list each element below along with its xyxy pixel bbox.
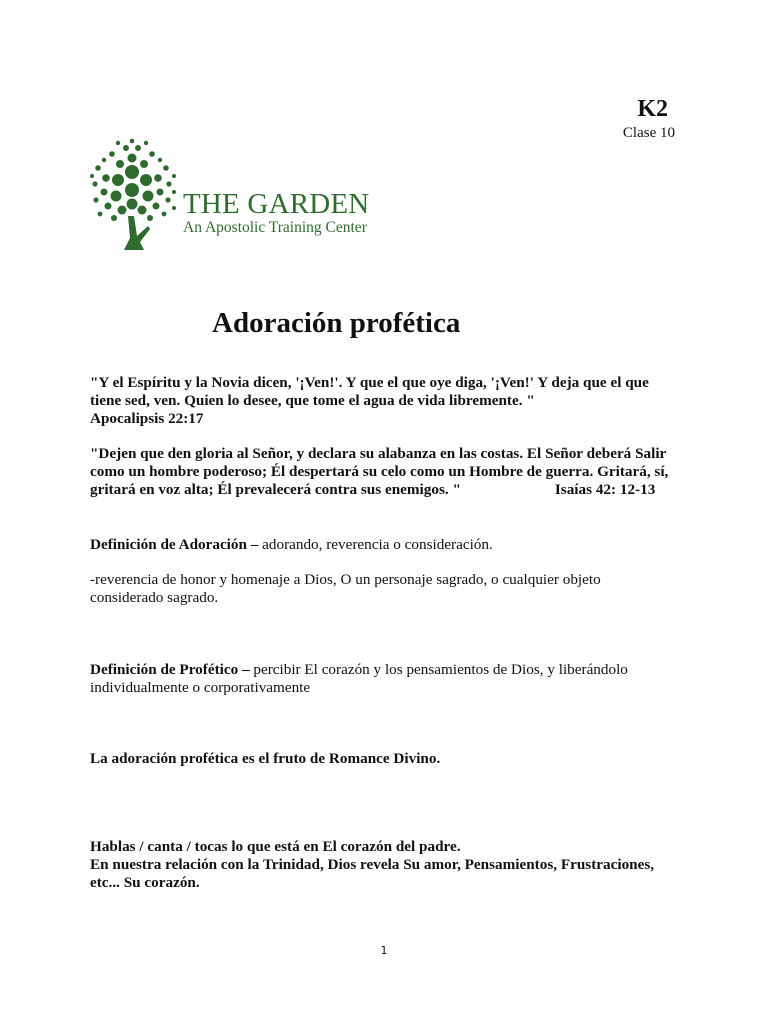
quote-reference: Apocalipsis 22:17 [90, 410, 204, 427]
definition-text: adorando, reverencia o consideración. [258, 536, 493, 553]
closing-line: En nuestra relación con la Trinidad, Dios revela Su amor, Pensamientos, Frustraciones, [90, 856, 655, 873]
quote-line: "Dejen que den gloria al Señor, y declara su alabanza en las costas. El Señor deberá Salir [90, 445, 667, 462]
definition-detail-line: -reverencia de honor y homenaje a Dios, O un personaje sagrado, o cualquier objeto [90, 571, 601, 588]
quote-line: tiene sed, ven. Quien lo desee, que tome el agua de vida libremente. " [90, 392, 535, 409]
definition-term: Definición de Adoración – [90, 536, 259, 553]
definition-worship [90, 536, 680, 554]
definition-term: Definición de Profético – [90, 661, 250, 678]
closing-paragraph [90, 838, 680, 892]
definition-worship-detail [90, 571, 680, 607]
tree-icon [90, 138, 186, 254]
definition-prophetic [90, 661, 680, 697]
page-number: 1 [380, 944, 388, 957]
closing-line: etc... Su corazón. [90, 874, 200, 891]
statement: La adoración profética es el fruto de Romance Divino. [90, 750, 441, 767]
logo-title: THE GARDEN [183, 188, 370, 220]
course-code: K2 [637, 96, 668, 122]
quote-isaias [90, 445, 680, 499]
definition-detail-line: considerado sagrado. [90, 589, 219, 606]
page-title: Adoración profética [212, 307, 461, 339]
quote-reference: Isaías 42: 12-13 [554, 481, 656, 498]
quote-line: "Y el Espíritu y la Novia dicen, '¡Ven!'. Y que el que oye diga, '¡Ven!' Y deja que el que [90, 374, 649, 391]
quote-line: como un hombre poderoso; Él despertará su celo como un Hombre de guerra. Gritará, sí, [90, 463, 669, 480]
quote-line: gritará en voz alta; Él prevalecerá contra sus enemigos. " [90, 481, 461, 498]
logo-subtitle: An Apostolic Training Center [183, 219, 367, 236]
definition-text-line: individualmente o corporativamente [90, 679, 311, 696]
class-label: Clase 10 [622, 125, 675, 141]
closing-line: Hablas / canta / tocas lo que está en El corazón del padre. [90, 838, 461, 855]
quote-apocalipsis [90, 374, 680, 428]
definition-text: percibir El corazón y los pensamientos de Dios, y liberándolo [249, 661, 628, 678]
